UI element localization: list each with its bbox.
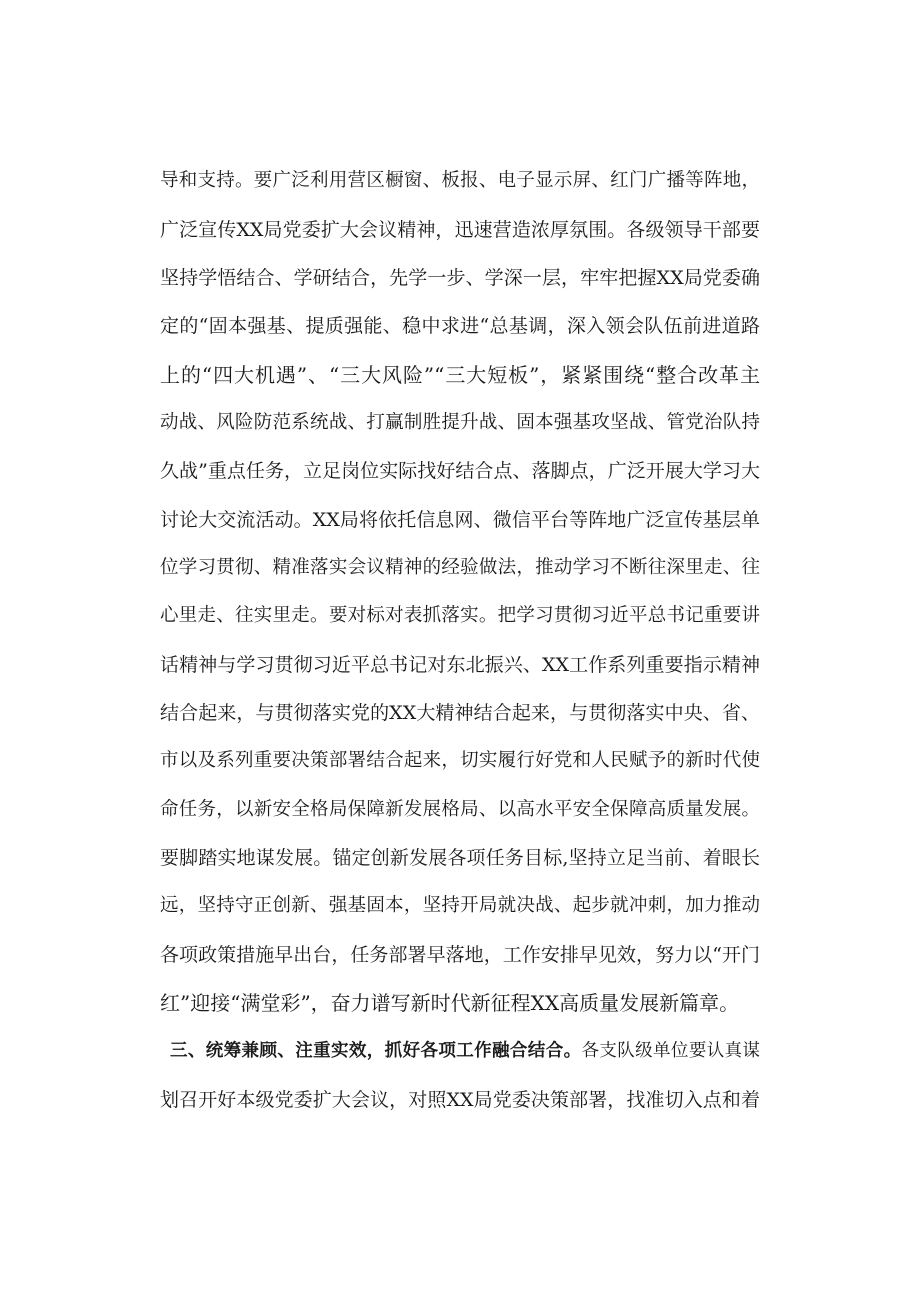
body-line-4: 定的“固本强基、提质强能、稳中求进“总基调，深入领会队伍前进道路 xyxy=(160,315,760,337)
section-3-line-2: 划召开好本级党委扩大会议，对照XX局党委决策部署，找准切入点和着 xyxy=(160,1089,760,1111)
body-line-15: 要脚踏实地谋发展。锚定创新发展各项任务目标,坚持立足当前、着眼长 xyxy=(160,847,760,869)
body-line-18: 红”迎接“满堂彩”，奋力谱写新时代新征程XX高质量发展新篇章。 xyxy=(160,991,740,1015)
section-3-first-line-rest: 各支队级单位要认真谋 xyxy=(581,1041,760,1061)
body-line-6: 动战、风险防范系统战、打赢制胜提升战、固本强基攻坚战、管党治队持 xyxy=(160,412,760,433)
body-line-14: 命任务，以新安全格局保障新发展格局、以高水平安全保障高质量发展。 xyxy=(160,799,760,820)
body-line-17: 各项政策措施早出台，任务部署早落地，工作安排早见效，努力以“开门 xyxy=(160,944,760,966)
section-3-first-line xyxy=(170,1031,760,1071)
body-line-5: 上的“四大机遇”、“三大风险”“三大短板”，紧紧围绕“整合改革主 xyxy=(160,363,760,387)
body-line-8: 讨论大交流活动。XX局将依托信息网、微信平台等阵地广泛宣传基层单 xyxy=(160,509,760,531)
body-line-3: 坚持学悟结合、学研结合，先学一步、学深一层，牢牢把握XX局党委确 xyxy=(160,267,760,289)
body-line-9: 位学习贯彻、精准落实会议精神的经验做法，推动学习不断往深里走、往 xyxy=(160,557,760,578)
body-line-10: 心里走、往实里走。要对标对表抓落实。把学习贯彻习近平总书记重要讲 xyxy=(160,605,760,626)
body-line-11: 话精神与学习贯彻习近平总书记对东北振兴、XX工作系列重要指示精神 xyxy=(160,654,760,676)
body-line-13: 市以及系列重要决策部署结合起来，切实履行好党和人民赋予的新时代使 xyxy=(160,750,760,771)
body-line-16: 远，坚持守正创新、强基固本，坚持开局就决战、起步就冲刺，加力推动 xyxy=(160,895,760,916)
body-line-7: 久战”重点任务，立足岗位实际找好结合点、落脚点，广泛开展大学习大 xyxy=(160,460,760,482)
body-line-12: 结合起来，与贯彻落实党的XX大精神结合起来，与贯彻落实中央、省、 xyxy=(160,702,760,724)
body-line-2: 广泛宣传XX局党委扩大会议精神，迅速营造浓厚氛围。各级领导干部要 xyxy=(160,219,760,241)
body-line-1: 导和支持。要广泛利用营区橱窗、板报、电子显示屏、红门广播等阵地， xyxy=(160,170,760,191)
section-3-heading: 三、统筹兼顾、注重实效，抓好各项工作融合结合。 xyxy=(170,1041,582,1061)
